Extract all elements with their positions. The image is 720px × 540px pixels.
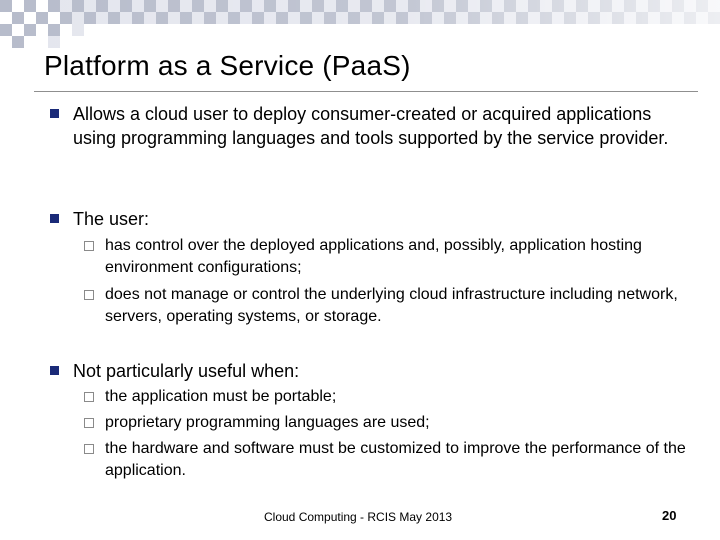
square-bullet-icon [50,109,59,118]
page-number: 20 [662,508,677,523]
slide-title: Platform as a Service (PaaS) [44,50,411,81]
bullet-text-2: The user: [73,209,150,229]
bullet-text-3: Not particularly useful when: [73,361,300,381]
hollow-square-bullet-icon [84,444,94,454]
sub-bullet-2-1: has control over the deployed applications and, possibly, application hosting environment configurations; [105,237,642,276]
hollow-square-bullet-icon [84,290,94,300]
square-bullet-icon [50,366,59,375]
decorative-checker-banner [0,0,720,48]
title-divider [34,91,698,92]
hollow-square-bullet-icon [84,418,94,428]
hollow-square-bullet-icon [84,241,94,251]
sub-bullet-3-3: the hardware and software must be customized to improve the performance of the application. [105,440,686,479]
slide-footer: Cloud Computing - RCIS May 2013 [264,510,453,524]
square-bullet-icon [50,214,59,223]
sub-bullet-2-2: does not manage or control the underlying cloud infrastructure including network, servers, operating systems, or storage. [105,286,678,325]
sub-bullet-3-1: the application must be portable; [105,388,337,405]
sub-bullet-3-2: proprietary programming languages are used; [105,414,430,431]
bullet-text-1: Allows a cloud user to deploy consumer-created or acquired applications using programming languages and tools supported by the service provider. [73,104,669,148]
hollow-square-bullet-icon [84,392,94,402]
